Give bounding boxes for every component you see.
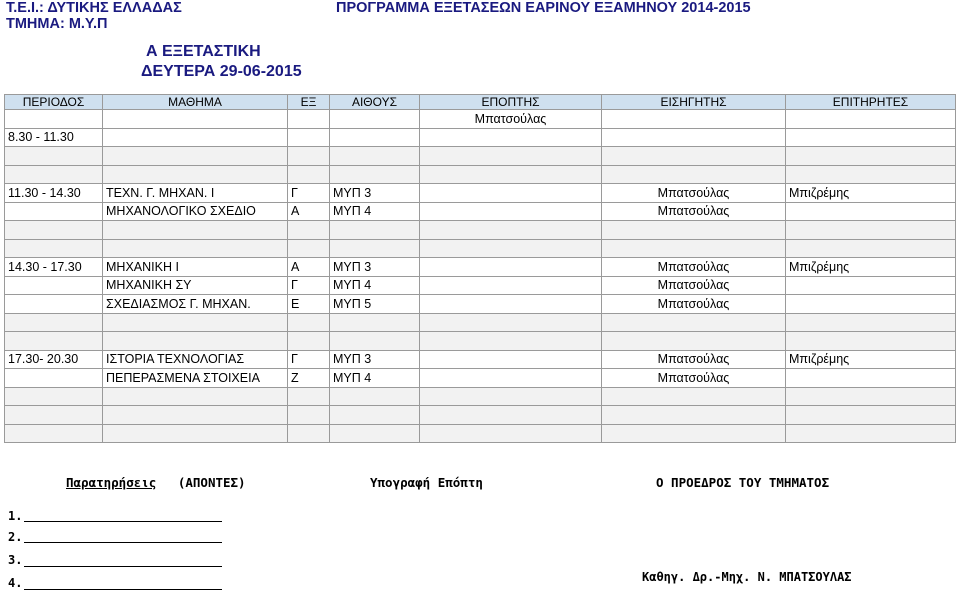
program-title: ΠΡΟΓΡΑΜΜΑ ΕΞΕΤΑΣΕΩΝ ΕΑΡΙΝΟΥ ΕΞΑΜΗΝΟΥ 2014-2015 — [336, 0, 751, 16]
institution-name: Τ.Ε.Ι.: ΔΥΤΙΚΗΣ ΕΛΛΑΔΑΣ — [6, 0, 182, 16]
table-row — [5, 147, 956, 166]
cell-course — [103, 332, 288, 351]
cell-semester: Ζ — [288, 369, 330, 388]
cell-course: ΠΕΠΕΡΑΣΜΕΝΑ ΣΤΟΙΧΕΙΑ — [103, 369, 288, 388]
cell-room — [330, 147, 420, 166]
table-row — [5, 424, 956, 443]
table-row — [5, 128, 956, 147]
exam-schedule-table — [4, 94, 956, 443]
cell-lecturer — [602, 221, 786, 240]
cell-invigilators — [786, 387, 956, 406]
table-row — [5, 387, 956, 406]
cell-invigilators — [786, 313, 956, 332]
department-head-label: Ο ΠΡΟΕΔΡΟΣ ΤΟΥ ΤΜΗΜΑΤΟΣ — [656, 475, 830, 490]
institution-header — [6, 0, 182, 32]
table-row — [5, 406, 956, 425]
schedule-body — [5, 95, 956, 443]
cell-course — [103, 128, 288, 147]
cell-invigilators — [786, 332, 956, 351]
cell-semester: Ε — [288, 295, 330, 314]
cell-period — [5, 221, 103, 240]
cell-supervisor — [420, 221, 602, 240]
cell-supervisor — [420, 128, 602, 147]
cell-supervisor — [420, 239, 602, 258]
column-header-period: ΠΕΡΙΟΔΟΣ — [5, 95, 103, 110]
cell-invigilators: Μπιζρέμης — [786, 350, 956, 369]
cell-period: 17.30- 20.30 — [5, 350, 103, 369]
absent-line-rule — [24, 521, 222, 522]
table-row — [5, 221, 956, 240]
cell-room — [330, 239, 420, 258]
cell-course — [103, 165, 288, 184]
cell-invigilators: Μπιζρέμης — [786, 184, 956, 203]
cell-semester: Γ — [288, 184, 330, 203]
cell-invigilators: Μπιζρέμης — [786, 258, 956, 277]
cell-semester — [288, 165, 330, 184]
cell-lecturer: Μπατσούλας — [602, 276, 786, 295]
cell-course: ΜΗΧΑΝΙΚΗ Ι — [103, 258, 288, 277]
cell-lecturer — [602, 406, 786, 425]
cell-period — [5, 202, 103, 221]
table-header-row — [5, 95, 956, 110]
cell-semester — [288, 147, 330, 166]
cell-course — [103, 313, 288, 332]
exam-week: Α ΕΞΕΤΑΣΤΙΚΗ — [146, 43, 261, 60]
table-row — [5, 202, 956, 221]
cell-period — [5, 147, 103, 166]
cell-room: ΜΥΠ 3 — [330, 184, 420, 203]
cell-lecturer: Μπατσούλας — [602, 369, 786, 388]
cell-room — [330, 313, 420, 332]
cell-course — [103, 387, 288, 406]
cell-period — [5, 406, 103, 425]
remarks-block — [66, 475, 246, 490]
cell-course: ΣΧΕΔΙΑΣΜΟΣ Γ. ΜΗΧΑΝ. — [103, 295, 288, 314]
table-row — [5, 258, 956, 277]
cell-course — [103, 221, 288, 240]
cell-lecturer — [602, 110, 786, 129]
cell-room: ΜΥΠ 4 — [330, 202, 420, 221]
cell-period — [5, 239, 103, 258]
table-row — [5, 276, 956, 295]
cell-semester — [288, 221, 330, 240]
column-header-supervisor: ΕΠΟΠΤΗΣ — [420, 95, 602, 110]
cell-lecturer — [602, 165, 786, 184]
cell-course: ΜΗΧΑΝΙΚΗ ΣΥ — [103, 276, 288, 295]
cell-room — [330, 424, 420, 443]
cell-lecturer — [602, 313, 786, 332]
cell-period — [5, 424, 103, 443]
cell-room: ΜΥΠ 4 — [330, 276, 420, 295]
cell-lecturer — [602, 424, 786, 443]
cell-lecturer — [602, 147, 786, 166]
column-header-course: ΜΑΘΗΜΑ — [103, 95, 288, 110]
cell-lecturer — [602, 239, 786, 258]
cell-lecturer — [602, 387, 786, 406]
cell-invigilators — [786, 110, 956, 129]
cell-course — [103, 239, 288, 258]
cell-semester — [288, 128, 330, 147]
table-row — [5, 313, 956, 332]
table-row — [5, 332, 956, 351]
table-row — [5, 369, 956, 388]
cell-course: ΤΕΧΝ. Γ. ΜΗΧΑΝ. Ι — [103, 184, 288, 203]
cell-invigilators — [786, 202, 956, 221]
table-row — [5, 350, 956, 369]
cell-period: 14.30 - 17.30 — [5, 258, 103, 277]
cell-semester: Α — [288, 258, 330, 277]
cell-invigilators — [786, 406, 956, 425]
cell-supervisor — [420, 369, 602, 388]
cell-lecturer: Μπατσούλας — [602, 295, 786, 314]
cell-supervisor: Μπατσούλας — [420, 110, 602, 129]
cell-room: ΜΥΠ 3 — [330, 258, 420, 277]
cell-semester — [288, 313, 330, 332]
table-row — [5, 239, 956, 258]
cell-supervisor — [420, 332, 602, 351]
cell-semester — [288, 239, 330, 258]
absent-line-rule — [24, 542, 222, 543]
cell-supervisor — [420, 350, 602, 369]
cell-semester: Α — [288, 202, 330, 221]
cell-semester — [288, 332, 330, 351]
table-row — [5, 295, 956, 314]
cell-course: ΜΗΧΑΝΟΛΟΓΙΚΟ ΣΧΕΔΙΟ — [103, 202, 288, 221]
cell-supervisor — [420, 424, 602, 443]
cell-lecturer: Μπατσούλας — [602, 350, 786, 369]
absent-line-number: 1. — [8, 509, 23, 523]
absent-line-number: 4. — [8, 576, 23, 590]
exam-date: ΔΕΥΤΕΡΑ 29-06-2015 — [141, 63, 302, 80]
cell-invigilators — [786, 369, 956, 388]
absent-line-number: 2. — [8, 530, 23, 544]
cell-period — [5, 332, 103, 351]
cell-lecturer — [602, 128, 786, 147]
cell-course — [103, 406, 288, 425]
cell-supervisor — [420, 313, 602, 332]
cell-semester — [288, 110, 330, 129]
cell-supervisor — [420, 202, 602, 221]
cell-invigilators — [786, 221, 956, 240]
cell-room: ΜΥΠ 5 — [330, 295, 420, 314]
cell-invigilators — [786, 276, 956, 295]
cell-semester: Γ — [288, 276, 330, 295]
cell-invigilators — [786, 165, 956, 184]
cell-supervisor — [420, 387, 602, 406]
column-header-room: ΑΙΘΟΥΣ — [330, 95, 420, 110]
cell-room — [330, 387, 420, 406]
cell-room: ΜΥΠ 4 — [330, 369, 420, 388]
department-head-signer: Καθηγ. Δρ.-Μηχ. Ν. ΜΠΑΤΣΟΥΛΑΣ — [642, 570, 852, 584]
cell-period — [5, 313, 103, 332]
cell-period — [5, 165, 103, 184]
cell-supervisor — [420, 406, 602, 425]
column-header-invigilators: ΕΠΙΤΗΡΗΤΕΣ — [786, 95, 956, 110]
cell-period — [5, 110, 103, 129]
cell-room — [330, 406, 420, 425]
table-row — [5, 165, 956, 184]
cell-period — [5, 276, 103, 295]
cell-invigilators — [786, 128, 956, 147]
column-header-semester: ΕΞ — [288, 95, 330, 110]
table-row — [5, 184, 956, 203]
cell-semester — [288, 406, 330, 425]
cell-invigilators — [786, 424, 956, 443]
cell-lecturer: Μπατσούλας — [602, 184, 786, 203]
absent-line-number: 3. — [8, 553, 23, 567]
cell-semester — [288, 424, 330, 443]
cell-period — [5, 369, 103, 388]
table-row — [5, 110, 956, 129]
cell-room — [330, 332, 420, 351]
cell-course — [103, 424, 288, 443]
cell-room: ΜΥΠ 3 — [330, 350, 420, 369]
cell-room — [330, 128, 420, 147]
cell-course — [103, 110, 288, 129]
cell-room — [330, 110, 420, 129]
cell-semester — [288, 387, 330, 406]
cell-supervisor — [420, 295, 602, 314]
cell-course — [103, 147, 288, 166]
cell-supervisor — [420, 184, 602, 203]
cell-invigilators — [786, 239, 956, 258]
cell-course: ΙΣΤΟΡΙΑ ΤΕΧΝΟΛΟΓΙΑΣ — [103, 350, 288, 369]
cell-supervisor — [420, 147, 602, 166]
department-name: ΤΜΗΜΑ: Μ.Υ.Π — [6, 16, 108, 32]
cell-invigilators — [786, 147, 956, 166]
cell-semester: Γ — [288, 350, 330, 369]
cell-period: 8.30 - 11.30 — [5, 128, 103, 147]
cell-invigilators — [786, 295, 956, 314]
cell-period — [5, 295, 103, 314]
cell-supervisor — [420, 276, 602, 295]
cell-room — [330, 165, 420, 184]
cell-period — [5, 387, 103, 406]
cell-lecturer — [602, 332, 786, 351]
supervisor-signature-label: Υπογραφή Επόπτη — [370, 475, 483, 490]
absent-label: (ΑΠΟΝΤΕΣ) — [177, 475, 246, 490]
cell-supervisor — [420, 165, 602, 184]
cell-lecturer: Μπατσούλας — [602, 258, 786, 277]
cell-lecturer: Μπατσούλας — [602, 202, 786, 221]
absent-line-rule — [24, 589, 222, 590]
column-header-lecturer: ΕΙΣΗΓΗΤΗΣ — [602, 95, 786, 110]
cell-period: 11.30 - 14.30 — [5, 184, 103, 203]
exam-heading — [141, 42, 302, 82]
remarks-label: Παρατηρήσεις — [66, 475, 157, 490]
cell-supervisor — [420, 258, 602, 277]
absent-line-rule — [24, 566, 222, 567]
cell-room — [330, 221, 420, 240]
